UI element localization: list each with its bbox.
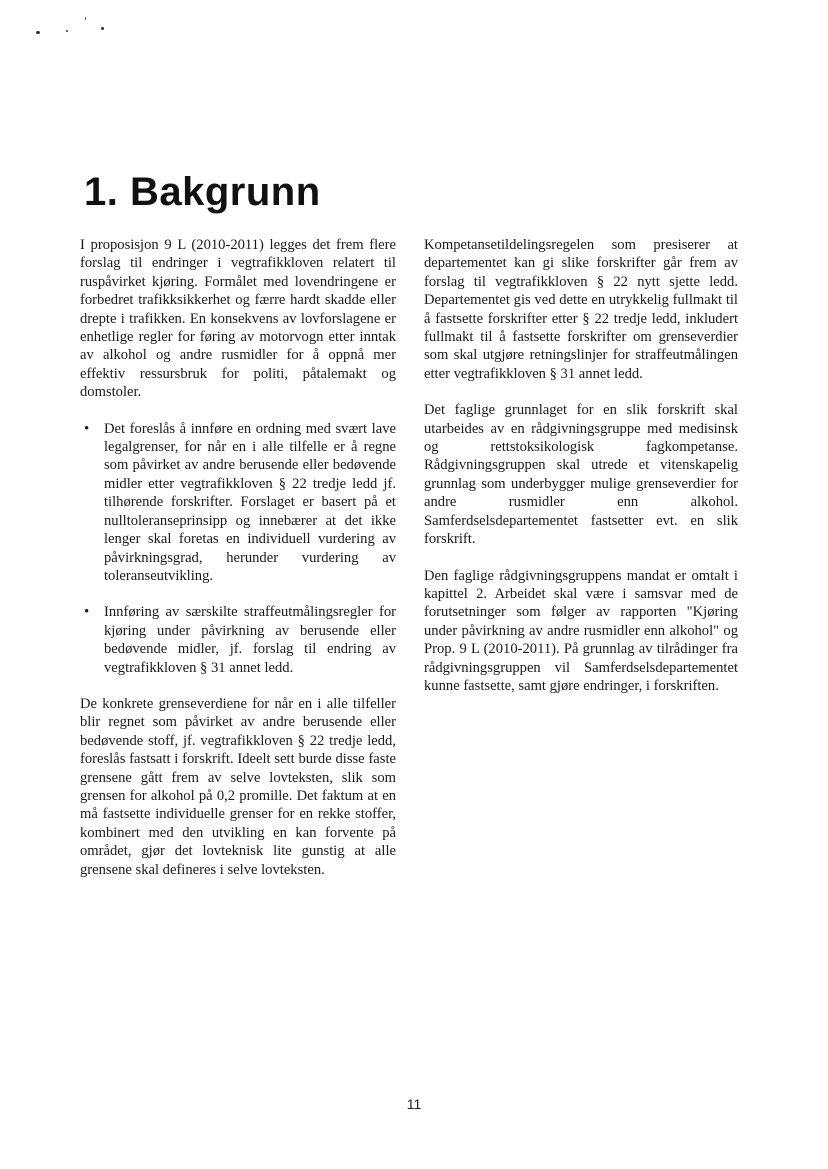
right-text-column bbox=[424, 236, 738, 713]
closing-paragraph: De konkrete grenseverdiene for når en i alle tilfeller blir regnet som påvirket av andre berusende eller bedøvende stoff, jf. vegtrafikkloven § 22 tredje ledd, foreslås fastsatt i forskrift. Ideelt sett burde disse faste grensene gått frem av selve lovteksten, slik som grensen for alkohol på 0,2 promille. Det faktum at en må fastsette individuelle grenser for en rekke stoffer, kombinert med den utvikling en kan forvente på området, gjør det lovteknisk lite gunstig at alle grensene skal defineres i selve lovteksten. bbox=[80, 695, 396, 878]
left-text-column bbox=[80, 236, 396, 897]
bullet-item: • Det foreslås å innføre en ordning med svært lave legalgrenser, for når en i alle tilfelle er å regne som påvirket av andre berusende eller bedøvende midler etter vegtrafikkloven § 22 tredje ledd jf. tilhørende forskrifter. Forslaget er basert på et nulltoleranseprinsipp og innebærer at det ikke lenger skal foretas en individuell vurdering av påvirkningsgrad, herunder vurdering av toleranseutvikling. bbox=[80, 420, 396, 586]
scan-speck bbox=[85, 17, 86, 20]
scan-speck bbox=[101, 27, 104, 30]
body-paragraph: Kompetansetildelingsregelen som presiserer at departementet kan gi slike forskrifter går frem av forslag til vegtrafikkloven § 22 nytt sjette ledd. Departementet gis ved dette en utrykkelig fullmakt til å fastsette forskrifter etter § 22 tredje ledd, inkludert fullmakt til å fastsette forskrifter om grenseverdier som skal utgjøre retningslinjer for straffeutmålingen etter vegtrafikkloven § 31 annet ledd. bbox=[424, 237, 738, 382]
scan-speck bbox=[66, 30, 68, 32]
body-paragraph: Den faglige rådgivningsgruppens mandat er omtalt i kapittel 2. Arbeidet skal være i samsvar med de forutsetninger som følger av rapporten "Kjøring under påvirkning av andre rusmidler enn alkohol" og Prop. 9 L (2010-2011). På grunnlag av tilrådinger fra rådgivningsgruppen vil Samferdselsdepartementet kunne fastsette, samt gjøre endringer, i forskriften. bbox=[424, 567, 738, 694]
body-paragraph: Det faglige grunnlaget for en slik forskrift skal utarbeides av en rådgivningsgruppe med medisinsk og rettstoksikologisk fagkompetanse. Rådgivningsgruppen skal utrede et vitenskapelig grunnlag som underbygger mulige grenseverdier for andre rusmidler enn alkohol. Samferdselsdepartementet fastsetter evt. en slik forskrift. bbox=[424, 402, 738, 548]
section-heading: 1. Bakgrunn bbox=[84, 170, 321, 214]
proposal-bullet-list bbox=[80, 420, 396, 677]
bullet-item: • Innføring av særskilte straffeutmålingsregler for kjøring under påvirkning av berusende eller bedøvende midler, jf. forslag til endring av vegtrafikkloven § 31 annet ledd. bbox=[80, 603, 396, 677]
scan-speck bbox=[36, 31, 40, 34]
intro-paragraph: I proposisjon 9 L (2010-2011) legges det frem flere forslag til endringer i vegtrafikkloven relatert til ruspåvirket kjøring. Formålet med lovendringene er forbedret trafikksikkerhet og færre hardt skadde eller drepte i trafikken. En konsekvens av lovforslagene er enhetlige regler for føring av motorvogn etter inntak av alkohol og andre rusmidler for å oppnå mer effektiv ressursbruk for politi, påtalemakt og domstoler. bbox=[80, 237, 396, 401]
page-number: 11 bbox=[406, 1096, 422, 1112]
